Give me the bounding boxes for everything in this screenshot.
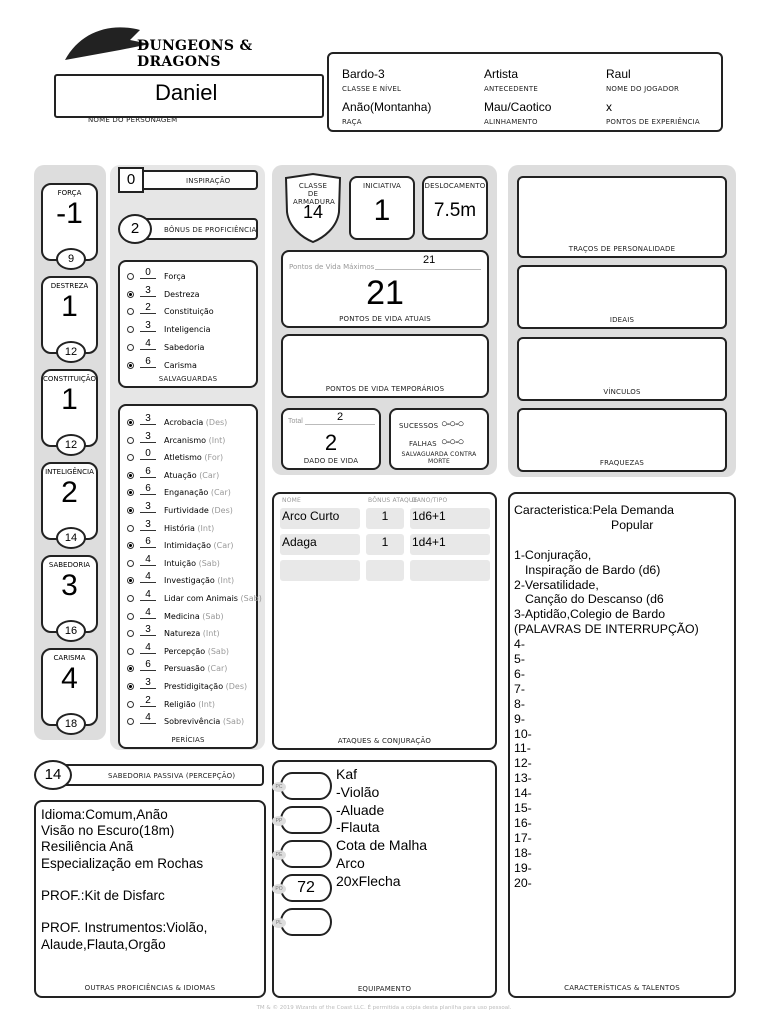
skill-name: Intuição	[164, 558, 197, 568]
attribute-score[interactable]: 18	[56, 713, 86, 735]
skill-value[interactable]: 3	[140, 677, 156, 689]
proficiency-dot[interactable]	[127, 291, 134, 298]
proficiency-dot[interactable]	[127, 630, 134, 637]
background-label: ANTECEDENTE	[484, 85, 538, 93]
attribute-1	[41, 276, 98, 358]
flaws-label: FRAQUEZAS	[599, 459, 645, 467]
other-prof-line	[41, 872, 207, 888]
hp-max-value[interactable]: 21	[423, 254, 436, 266]
passive-perception	[34, 760, 266, 790]
feature-line: 12-	[514, 756, 532, 771]
save-value[interactable]: 2	[140, 302, 156, 314]
skill-value[interactable]: 3	[140, 519, 156, 531]
feature-line: 10-	[514, 726, 532, 741]
proficiency-dot[interactable]	[127, 577, 134, 584]
feature-line: 18-	[514, 845, 532, 860]
feature-line: 7-	[514, 681, 525, 696]
feature-line: Canção do Descanso (d6	[525, 592, 664, 607]
skill-ability: (Int)	[217, 576, 235, 586]
skill-ability: (Int)	[198, 699, 216, 709]
initiative	[349, 176, 415, 240]
feature-line: 3-Aptidão,Colegio de Bardo	[514, 607, 666, 622]
skill-ability: (For)	[204, 453, 224, 463]
proficiency-dot[interactable]	[127, 613, 134, 620]
xp[interactable]: x	[606, 100, 612, 114]
attacks-header-name: NOME	[282, 497, 301, 504]
saves-title: SALVAGUARDAS	[158, 375, 218, 383]
save-value[interactable]: 3	[140, 285, 156, 297]
equipment-title: EQUIPAMENTO	[357, 985, 412, 993]
attribute-modifier[interactable]: 2	[61, 476, 78, 509]
skill-value[interactable]: 4	[140, 642, 156, 654]
skill-name-group	[164, 524, 214, 533]
player-name-label: NOME DO JOGADOR	[606, 85, 680, 93]
skill-value[interactable]: 6	[140, 483, 156, 495]
skill-value[interactable]: 4	[140, 589, 156, 601]
skill-name: Intimidação	[164, 541, 211, 551]
passive-value[interactable]: 14	[34, 760, 72, 790]
skill-value[interactable]: 4	[140, 712, 156, 724]
skill-name-group	[164, 700, 215, 709]
skill-name: Religião	[164, 699, 196, 709]
equipment-line: Cota de Malha	[336, 837, 428, 854]
skill-ability: (Des)	[211, 506, 233, 515]
attack-bonus[interactable]	[366, 560, 404, 581]
attack-damage[interactable]: 1d4+1	[410, 534, 490, 555]
attribute-label: CONSTITUIÇÃO	[43, 375, 96, 383]
coin-pe[interactable]	[275, 840, 332, 868]
ac-label: CLASSE DE ARMADURA	[293, 182, 335, 206]
coin-pp[interactable]	[275, 806, 332, 834]
feature-line: Popular	[611, 517, 654, 532]
skill-value[interactable]: 6	[140, 659, 156, 671]
attack-row[interactable]	[280, 534, 490, 555]
other-prof-line: Resiliência Anã	[41, 839, 134, 855]
coin-value[interactable]: 72	[297, 879, 315, 896]
proficiency-dot[interactable]	[127, 525, 134, 532]
coin-pl[interactable]	[275, 908, 332, 936]
proficiency-bonus	[118, 214, 258, 244]
logo	[60, 22, 330, 70]
xp-label: PONTOS DE EXPERIÊNCIA	[606, 118, 700, 126]
attribute-modifier[interactable]: 4	[61, 662, 78, 695]
hp-current-value[interactable]: 21	[366, 274, 404, 312]
features-traits	[508, 492, 736, 998]
skill-ability: (Car)	[210, 488, 231, 498]
skill-name-group	[164, 506, 233, 515]
equipment-line: Kaf	[336, 766, 358, 782]
attribute-score[interactable]: 14	[56, 527, 86, 549]
skill-name-group	[164, 682, 247, 691]
equipment-line: -Violão	[336, 783, 380, 800]
skill-value[interactable]: 2	[140, 695, 156, 707]
attribute-score[interactable]: 12	[56, 434, 86, 456]
feature-line: 20-	[514, 875, 532, 890]
attribute-label: FORÇA	[57, 189, 82, 197]
skill-value[interactable]: 3	[140, 624, 156, 636]
attribute-label: SABEDORIA	[48, 561, 91, 569]
skill-name: Prestidigitação	[164, 682, 224, 691]
skill-name: Percepção	[164, 646, 206, 656]
feature-line: 16-	[514, 816, 532, 831]
speed-label: DESLOCAMENTO	[424, 182, 486, 190]
equipment-line: Arco	[336, 854, 365, 871]
character-name-label: NOME DO PERSONAGEM	[88, 116, 178, 124]
skill-ability: (Sab)	[240, 594, 262, 603]
attack-row[interactable]	[280, 508, 490, 529]
attribute-modifier[interactable]: 1	[61, 383, 78, 416]
skill-name: Atuação	[164, 470, 197, 480]
save-value[interactable]: 4	[140, 338, 156, 350]
proficiency-dot[interactable]	[127, 542, 134, 549]
skill-name-group	[164, 594, 262, 603]
equipment-line: 20xFlecha	[336, 872, 401, 889]
skill-value[interactable]: 6	[140, 466, 156, 478]
proficiency-dot[interactable]	[127, 507, 134, 514]
feature-line: 15-	[514, 801, 532, 816]
skill-name-group	[164, 664, 227, 673]
initiative-label: INICIATIVA	[362, 182, 402, 190]
class-level-label: CLASSE E NÍVEL	[342, 85, 402, 93]
hit-points-temporary	[281, 334, 489, 398]
proficiency-dot[interactable]	[127, 454, 134, 461]
skill-value[interactable]: 4	[140, 571, 156, 583]
feature-line: (PALAVRAS DE INTERRUPÇÃO)	[514, 622, 699, 637]
attack-name[interactable]	[280, 560, 360, 581]
skill-ability: (Car)	[207, 664, 228, 674]
proficiency-dot[interactable]	[127, 362, 134, 369]
skill-row	[120, 712, 260, 732]
proficiency-dot[interactable]	[127, 595, 134, 602]
save-value[interactable]: 6	[140, 356, 156, 368]
death-success-label: SUCESSOS	[399, 422, 439, 430]
death-saves	[389, 408, 489, 470]
death-label: SALVAGUARDA CONTRA MORTE	[401, 451, 477, 465]
skill-name-group	[164, 629, 220, 638]
save-value[interactable]: 3	[140, 320, 156, 332]
attribute-5	[41, 648, 98, 730]
proficiency-dot[interactable]	[127, 701, 134, 708]
save-name: Destreza	[164, 289, 200, 299]
equipment-line: -Flauta	[336, 819, 380, 836]
skill-ability: (Int)	[208, 435, 226, 445]
coin-label: PP	[272, 816, 286, 826]
attack-bonus[interactable]: 1	[366, 508, 404, 529]
logo-text: DUNGEONS & DRAGONS	[137, 38, 253, 70]
skill-value[interactable]: 3	[140, 431, 156, 443]
other-prof-line: PROF.:Kit de Disfarc	[41, 888, 165, 903]
coin-label: PE	[272, 850, 286, 860]
armor-class	[283, 172, 343, 244]
alignment[interactable]: Mau/Caotico	[484, 100, 552, 114]
feature-line: 14-	[514, 786, 532, 801]
feature-line: Caracteristica:Pela Demanda	[514, 503, 674, 517]
attacks-title: ATAQUES & CONJURAÇÃO	[337, 737, 432, 745]
skill-ability: (Des)	[205, 418, 228, 427]
hp-max-label: Pontos de Vida Máximos	[289, 263, 375, 271]
flaws[interactable]	[517, 408, 727, 472]
feature-line: 8-	[514, 696, 525, 711]
inspiration	[118, 167, 258, 193]
feature-line: 1-Conjuração,	[514, 547, 592, 562]
skill-value[interactable]: 4	[140, 554, 156, 566]
saving-throws	[118, 260, 258, 388]
hit-dice-total-label: Total	[288, 418, 303, 425]
inspiration-label: INSPIRAÇÃO	[186, 177, 231, 185]
feature-line: 11-	[514, 741, 531, 756]
skill-name: Natureza	[164, 629, 201, 639]
skill-name: Acrobacia	[164, 418, 204, 427]
skill-ability: (Car)	[213, 541, 234, 551]
attacks-header-bonus: BÔNUS ATAQUE	[368, 497, 418, 504]
hit-dice-total[interactable]: 2	[337, 411, 344, 423]
hp-temp-label: PONTOS DE VIDA TEMPORÁRIOS	[325, 385, 445, 393]
feature-line: 6-	[514, 666, 525, 681]
equipment-line: -Aluade	[336, 801, 385, 818]
save-name: Força	[164, 272, 186, 281]
traits-label: TRAÇOS DE PERSONALIDADE	[568, 245, 676, 253]
character-name[interactable]: Daniel	[155, 80, 218, 105]
features-title: CARACTERÍSTICAS & TALENTOS	[564, 984, 680, 992]
feature-line: 4-	[514, 637, 525, 652]
proficiency-dot[interactable]	[127, 560, 134, 567]
attribute-modifier[interactable]: 1	[61, 290, 78, 323]
save-name: Carisma	[164, 360, 197, 370]
feature-line	[514, 533, 734, 548]
features-text[interactable]	[514, 503, 734, 891]
skill-ability: (Sab)	[207, 646, 230, 656]
attribute-label: INTELIGÊNCIA	[45, 468, 94, 476]
skill-value[interactable]: 6	[140, 536, 156, 548]
proficiency-dot[interactable]	[127, 273, 134, 280]
attack-bonus[interactable]: 1	[366, 534, 404, 555]
inspiration-value[interactable]: 0	[118, 167, 144, 193]
skill-name: Furtividade	[164, 506, 209, 515]
proficiency-dot[interactable]	[127, 648, 134, 655]
skill-name: Investigação	[164, 576, 215, 586]
skill-name: Arcanismo	[164, 435, 207, 445]
attack-name[interactable]: Adaga	[280, 534, 360, 555]
speed-value[interactable]: 7.5m	[433, 200, 477, 221]
hit-points-current	[281, 250, 489, 328]
feature-line: 13-	[514, 771, 532, 786]
background[interactable]: Artista	[484, 67, 519, 81]
skill-ability: (Sab)	[198, 558, 220, 568]
passive-label: SABEDORIA PASSIVA (PERCEPÇÃO)	[108, 772, 236, 780]
feature-line: 17-	[514, 830, 532, 845]
coin-label: PL	[272, 918, 286, 928]
coin-po[interactable]	[275, 874, 332, 902]
character-info-box	[327, 52, 723, 132]
attack-row[interactable]	[280, 560, 490, 581]
save-row	[120, 355, 260, 376]
feature-line: 19-	[514, 860, 532, 875]
attribute-4	[41, 555, 98, 637]
skills	[118, 404, 262, 749]
attribute-score[interactable]: 12	[56, 341, 86, 363]
skill-name-group	[164, 471, 219, 480]
proficiency-dot[interactable]	[127, 344, 134, 351]
speed	[422, 176, 488, 240]
attacks-spellcasting	[272, 492, 497, 750]
attribute-label: CARISMA	[53, 654, 86, 662]
bonds-label: VÍNCULOS	[603, 388, 641, 396]
ac-value[interactable]: 14	[302, 202, 324, 222]
player-name[interactable]: Raul	[606, 67, 631, 81]
other-prof-line: Visão no Escuro(18m)	[41, 823, 175, 839]
attack-damage[interactable]: 1d6+1	[410, 508, 490, 529]
proficiency-value[interactable]: 2	[118, 214, 152, 244]
skill-name: Medicina	[164, 611, 200, 621]
save-name: Constituição	[164, 307, 214, 317]
skill-ability: (Int)	[197, 523, 215, 533]
other-prof-line: Alaude,Flauta,Orgão	[41, 936, 166, 952]
skill-ability: (Sab)	[202, 611, 224, 621]
other-prof-line: PROF. Instrumentos:Violão,	[41, 920, 208, 936]
skill-name-group	[164, 717, 244, 726]
proficiency-dot[interactable]	[127, 472, 134, 479]
proficiency-dot[interactable]	[127, 419, 134, 426]
attack-damage[interactable]	[410, 560, 490, 581]
proficiency-dot[interactable]	[127, 683, 134, 690]
skill-name-group	[164, 612, 224, 621]
attack-name[interactable]: Arco Curto	[280, 508, 360, 529]
proficiency-dot[interactable]	[127, 326, 134, 333]
feature-line: 9-	[514, 711, 525, 726]
skill-name-group	[164, 418, 227, 427]
skill-name-group	[164, 453, 223, 462]
skill-value[interactable]: 4	[140, 607, 156, 619]
proficiency-dot[interactable]	[127, 665, 134, 672]
skill-value[interactable]: 3	[140, 413, 156, 425]
proficiency-dot[interactable]	[127, 489, 134, 496]
skill-name: Sobrevivência	[164, 717, 221, 727]
race-label: RAÇA	[342, 118, 362, 126]
skill-name: Lidar com Animais	[164, 594, 238, 603]
proficiency-dot[interactable]	[127, 308, 134, 315]
skill-name-group	[164, 647, 229, 656]
attribute-score[interactable]: 9	[56, 248, 86, 270]
other-prof-line: Idioma:Comum,Anão	[41, 807, 168, 822]
skills-title: PERÍCIAS	[171, 736, 205, 744]
ideals[interactable]	[517, 265, 727, 329]
proficiency-dot[interactable]	[127, 437, 134, 444]
skill-name-group	[164, 559, 220, 568]
skill-name: Atletismo	[164, 453, 202, 463]
skill-name: Enganação	[164, 488, 209, 498]
race[interactable]: Anão(Montanha)	[342, 100, 432, 114]
other-proficiencies	[34, 800, 266, 998]
other-prof-line	[41, 904, 207, 920]
other-proficiencies-title: OUTRAS PROFICIÊNCIAS & IDIOMAS	[84, 984, 216, 992]
skill-ability: (Des)	[225, 682, 248, 691]
death-success-boxes[interactable]: ○-○-○	[441, 418, 464, 430]
attribute-score[interactable]: 16	[56, 620, 86, 642]
hp-current-label: PONTOS DE VIDA ATUAIS	[339, 315, 431, 323]
skill-ability: (Sab)	[222, 717, 245, 727]
other-proficiencies-text[interactable]	[41, 807, 207, 953]
save-name: Sabedoria	[164, 342, 205, 352]
ideals-label: IDEAIS	[609, 316, 635, 324]
skill-name-group	[164, 436, 225, 445]
skill-name: Persuasão	[164, 664, 205, 674]
hit-dice-label: DADO DE VIDA	[303, 457, 359, 465]
skill-name-group	[164, 488, 231, 497]
proficiency-label: BÔNUS DE PROFICIÊNCIA	[164, 226, 257, 234]
coin-pc[interactable]	[275, 772, 332, 800]
class-level[interactable]: Bardo-3	[342, 67, 385, 81]
initiative-value[interactable]: 1	[373, 194, 391, 227]
skill-value[interactable]: 0	[140, 448, 156, 460]
skill-ability: (Car)	[199, 470, 220, 480]
alignment-label: ALINHAMENTO	[484, 118, 538, 126]
hit-dice	[281, 408, 381, 470]
skill-name: História	[164, 523, 195, 533]
attribute-label: DESTREZA	[50, 282, 89, 290]
character-name-banner	[40, 68, 330, 128]
skill-ability: (Int)	[202, 629, 220, 639]
personality-traits[interactable]	[517, 176, 727, 258]
coin-label: PO	[272, 884, 286, 894]
proficiency-dot[interactable]	[127, 718, 134, 725]
attacks-header-damage: DANO/TIPO	[412, 497, 448, 504]
death-fail-label: FALHAS	[409, 440, 437, 448]
skill-value[interactable]: 3	[140, 501, 156, 513]
attribute-0	[41, 183, 98, 265]
other-prof-line: Especialização em Rochas	[41, 855, 204, 871]
death-fail-boxes[interactable]: ○-○-○	[441, 436, 464, 448]
feature-line: Inspiração de Bardo (d6)	[525, 562, 661, 577]
bonds[interactable]	[517, 337, 727, 401]
attribute-modifier[interactable]: -1	[56, 197, 83, 230]
feature-line: 5-	[514, 652, 525, 667]
coin-label: PC	[272, 782, 286, 792]
equipment-text[interactable]	[336, 766, 427, 891]
footer: TM & © 2019 Wizards of the Coast LLC. É permitida a cópia desta planilha para uso pessoal.	[256, 1005, 512, 1011]
hit-dice-value[interactable]: 2	[324, 430, 338, 455]
skill-name-group	[164, 576, 234, 585]
attribute-modifier[interactable]: 3	[61, 569, 78, 602]
attribute-3	[41, 462, 98, 544]
save-value[interactable]: 0	[140, 267, 156, 279]
skill-name-group	[164, 541, 234, 550]
save-name: Inteligencia	[164, 325, 211, 335]
feature-line: 2-Versatilidade,	[514, 577, 599, 592]
attribute-2	[41, 369, 98, 451]
